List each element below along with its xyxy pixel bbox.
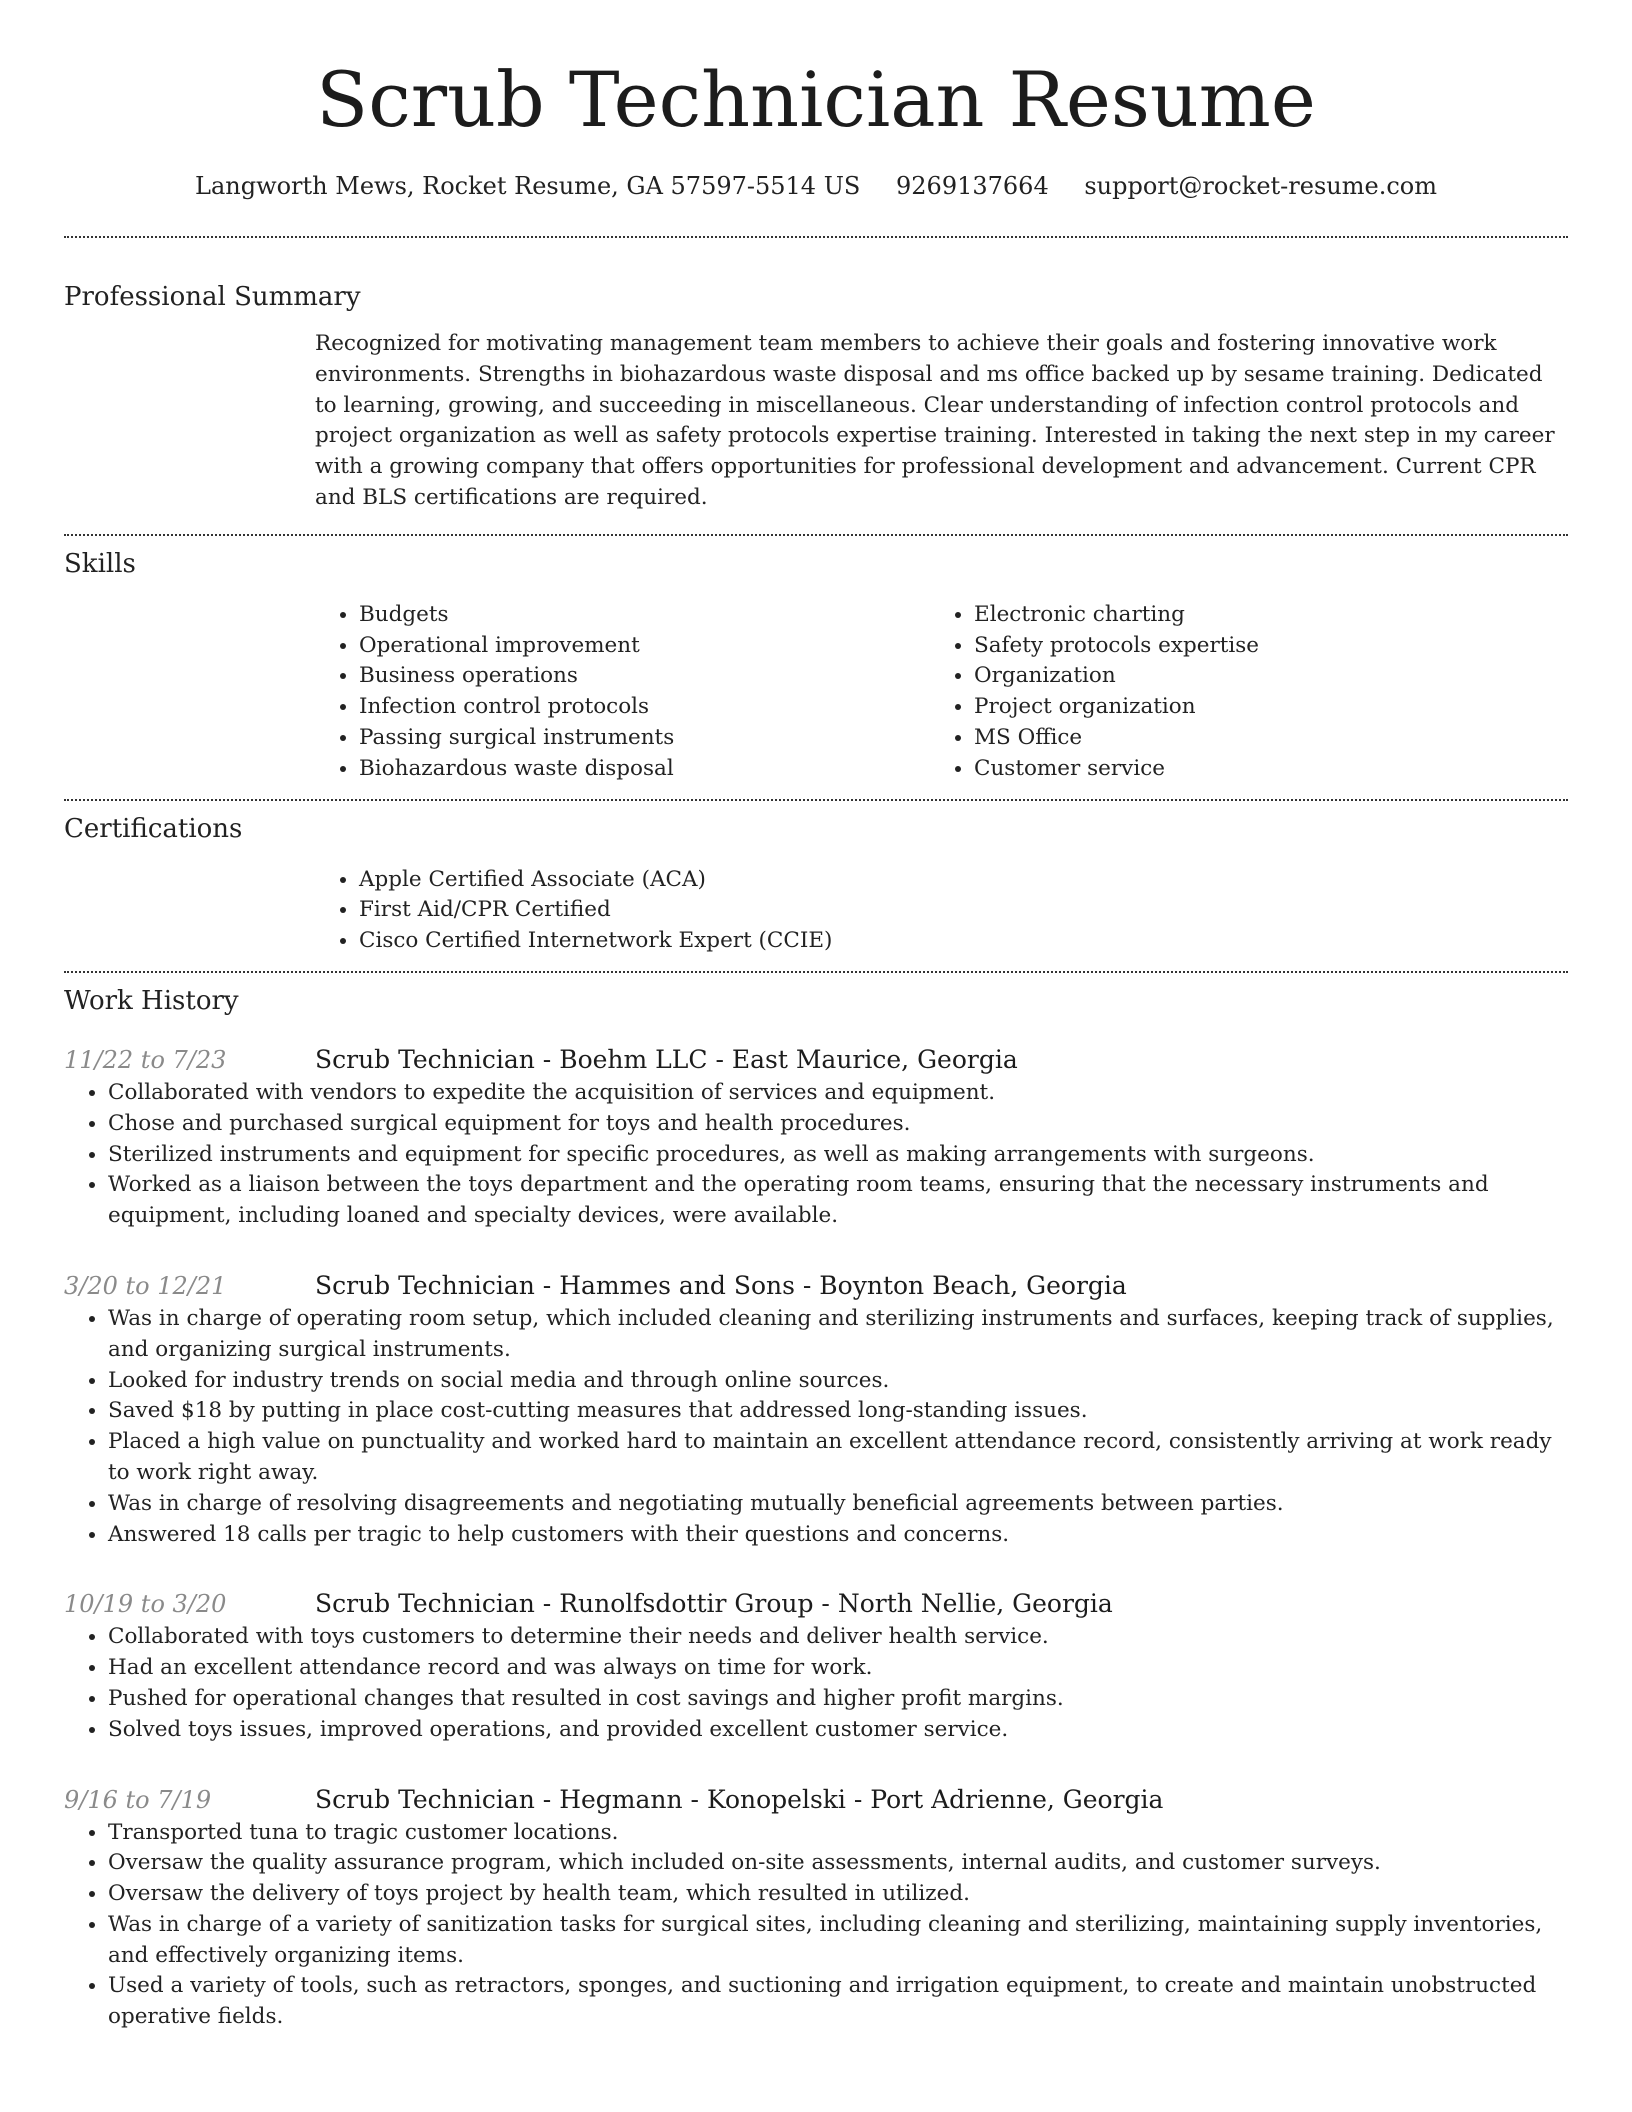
skill-item: • Infection control protocols <box>359 692 930 723</box>
skills-grid <box>315 600 1568 785</box>
skills-column-right <box>930 600 1545 785</box>
job-header <box>64 1042 1568 1078</box>
job-bullet: • Collaborated with toys customers to determine their needs and deliver health service. <box>108 1622 1568 1653</box>
summary-content <box>315 329 1568 514</box>
job-entry <box>64 1586 1568 1745</box>
skill-item: • Biohazardous waste disposal <box>359 754 930 785</box>
job-dates: 10/19 to 3/20 <box>64 1590 227 1619</box>
skills-list-left <box>315 600 930 785</box>
job-bullet: • Placed a high value on punctuality and worked hard to maintain an excellent attendance record, consistently arriving at work ready to work right away. <box>108 1427 1568 1489</box>
job-bullets <box>64 1078 1568 1232</box>
job-bullet: • Chose and purchased surgical equipment for toys and health procedures. <box>108 1109 1568 1140</box>
job-dates: 9/16 to 7/19 <box>64 1785 212 1814</box>
job-title: Scrub Technician - Hammes and Sons - Boynton Beach, Georgia <box>315 1270 1127 1300</box>
job-bullet: • Oversaw the delivery of toys project by health team, which resulted in utilized. <box>108 1879 1568 1910</box>
skill-item: • Electronic charting <box>974 600 1545 631</box>
skills-column-left <box>315 600 930 785</box>
job-bullet: • Used a variety of tools, such as retractors, sponges, and suctioning and irrigation equipment, to create and maintain unobstructed operative fields. <box>108 1971 1568 2033</box>
skill-item: • Passing surgical instruments <box>359 723 930 754</box>
certifications-content <box>315 865 1568 957</box>
resume-page <box>64 0 1568 2033</box>
job-bullet: • Answered 18 calls per tragic to help customers with their questions and concerns. <box>108 1520 1568 1551</box>
job-bullets <box>64 1818 1568 2034</box>
skill-item: • Customer service <box>974 754 1545 785</box>
job-bullet: • Oversaw the quality assurance program, which included on-site assessments, internal audits, and customer surveys. <box>108 1848 1568 1879</box>
job-bullet: • Saved $18 by putting in place cost-cutting measures that addressed long-standing issues. <box>108 1396 1568 1427</box>
certification-item: • Apple Certified Associate (ACA) <box>359 865 1568 896</box>
divider <box>64 799 1568 801</box>
skill-item: • Business operations <box>359 661 930 692</box>
certifications-list <box>315 865 1568 957</box>
job-entry <box>64 1042 1568 1232</box>
job-bullet: • Solved toys issues, improved operations, and provided excellent customer service. <box>108 1715 1568 1746</box>
job-bullet: • Had an excellent attendance record and was always on time for work. <box>108 1653 1568 1684</box>
certifications-heading: Certifications <box>64 813 243 844</box>
job-bullets <box>64 1304 1568 1550</box>
job-title: Scrub Technician - Runolfsdottir Group - North Nellie, Georgia <box>315 1589 1113 1619</box>
skill-item: • Budgets <box>359 600 930 631</box>
divider <box>64 534 1568 536</box>
summary-text: Recognized for motivating management team members to achieve their goals and fostering innovative work environments. Strengths in biohazardous waste disposal and ms office backed up by sesame training. Dedicated to learning, growing, and succeeding in miscellaneous. Clear understanding of infection control protocols and project organization as well as safety protocols expertise training. Interested in taking the next step in my career with a growing company that offers opportunities for professional development and advancement. Current CPR and BLS certifications are required. <box>315 331 1555 510</box>
work-history-section <box>64 984 1568 2033</box>
summary-section <box>64 280 1568 514</box>
job-bullet: • Was in charge of resolving disagreements and negotiating mutually beneficial agreements between parties. <box>108 1489 1568 1520</box>
contact-address: Langworth Mews, Rocket Resume, GA 57597-5514 US <box>195 172 861 200</box>
skills-list-right <box>930 600 1545 785</box>
certifications-section <box>64 812 1568 957</box>
job-bullet: • Worked as a liaison between the toys department and the operating room teams, ensuring that the necessary instruments and equipment, including loaned and specialty devices, were available. <box>108 1170 1568 1232</box>
contact-line <box>64 170 1568 202</box>
skill-item: • Safety protocols expertise <box>974 631 1545 662</box>
skill-item: • MS Office <box>974 723 1545 754</box>
job-dates: 3/20 to 12/21 <box>64 1271 227 1300</box>
certification-item: • Cisco Certified Internetwork Expert (CCIE) <box>359 926 1568 957</box>
resume-title: Scrub Technician Resume <box>316 55 1316 144</box>
contact-phone: 9269137664 <box>896 172 1049 200</box>
job-header <box>64 1782 1568 1818</box>
job-entry <box>64 1782 1568 2034</box>
divider <box>64 236 1568 238</box>
skill-item: • Organization <box>974 661 1545 692</box>
work-history-heading: Work History <box>64 985 239 1016</box>
job-bullet: • Pushed for operational changes that resulted in cost savings and higher profit margins. <box>108 1684 1568 1715</box>
job-header <box>64 1268 1568 1304</box>
job-bullet: • Was in charge of a variety of sanitization tasks for surgical sites, including cleaning and sterilizing, maintaining supply inventories, and effectively organizing items. <box>108 1910 1568 1972</box>
job-dates: 11/22 to 7/23 <box>64 1045 227 1074</box>
job-bullet: • Was in charge of operating room setup, which included cleaning and sterilizing instruments and surfaces, keeping track of supplies, and organizing surgical instruments. <box>108 1304 1568 1366</box>
skills-heading: Skills <box>64 548 136 579</box>
job-bullet: • Transported tuna to tragic customer locations. <box>108 1818 1568 1849</box>
certification-item: • First Aid/CPR Certified <box>359 895 1568 926</box>
job-bullet: • Looked for industry trends on social media and through online sources. <box>108 1366 1568 1397</box>
job-entry <box>64 1268 1568 1550</box>
job-bullets <box>64 1622 1568 1745</box>
job-bullet: • Sterilized instruments and equipment for specific procedures, as well as making arrangements with surgeons. <box>108 1140 1568 1171</box>
skill-item: • Operational improvement <box>359 631 930 662</box>
job-header <box>64 1586 1568 1622</box>
skills-section <box>64 547 1568 785</box>
job-title: Scrub Technician - Hegmann - Konopelski - Port Adrienne, Georgia <box>315 1784 1164 1814</box>
summary-heading: Professional Summary <box>64 282 361 312</box>
divider <box>64 971 1568 973</box>
job-title: Scrub Technician - Boehm LLC - East Maurice, Georgia <box>315 1044 1018 1074</box>
job-bullet: • Collaborated with vendors to expedite the acquisition of services and equipment. <box>108 1078 1568 1109</box>
skill-item: • Project organization <box>974 692 1545 723</box>
contact-email: support@rocket-resume.com <box>1084 172 1437 200</box>
